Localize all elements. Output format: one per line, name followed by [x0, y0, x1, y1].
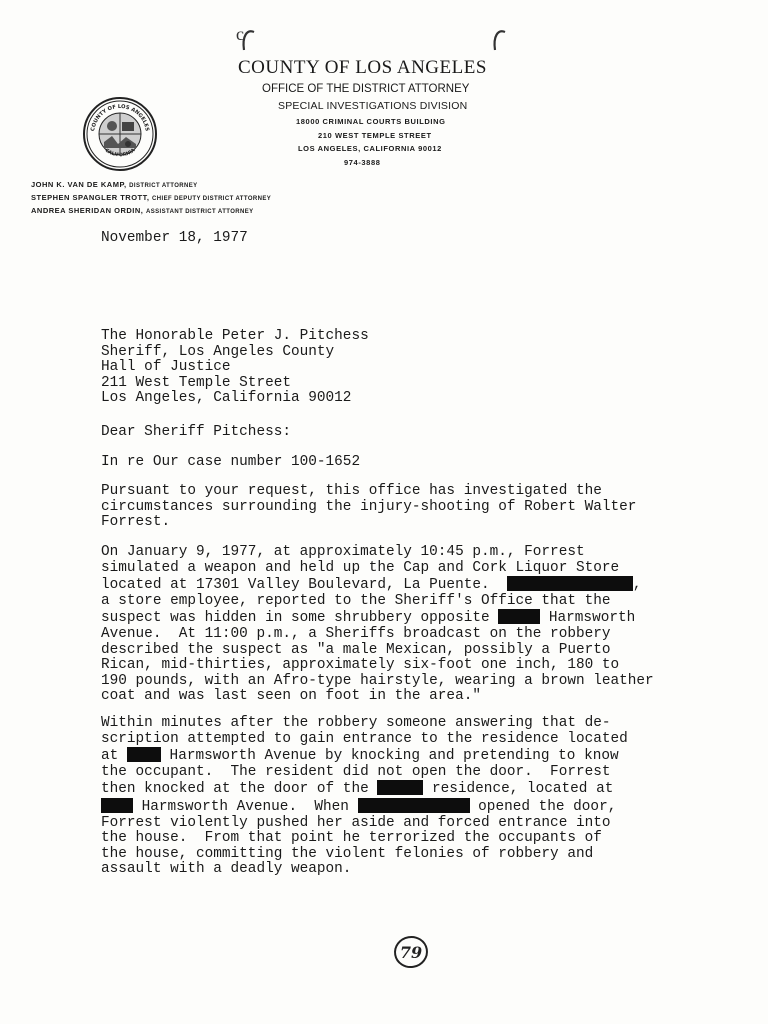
- text-segment: opened the door,: [469, 798, 617, 815]
- left-corner-mark-icon: [238, 26, 258, 54]
- text-line: circumstances surrounding the injury-shooting of Robert Walter: [101, 498, 637, 515]
- letter-date: November 18, 1977: [101, 230, 248, 246]
- address-line-2: 210 WEST TEMPLE STREET: [318, 131, 432, 140]
- text-segment: Harmsworth Avenue by knocking and pretending to know: [160, 748, 619, 765]
- staff-name: STEPHEN SPANGLER TROTT,: [31, 193, 150, 202]
- paragraph-1: [101, 484, 636, 531]
- county-heading: COUNTY OF LOS ANGELES: [238, 57, 487, 78]
- text-line: the occupant. The resident did not open the door. Forrest: [101, 763, 611, 780]
- right-corner-mark-icon: [489, 26, 509, 54]
- text-line: coat and was last seen on foot in the area.": [101, 688, 481, 705]
- division-heading: SPECIAL INVESTIGATIONS DIVISION: [278, 100, 468, 112]
- redaction-block: [377, 780, 423, 795]
- text-segment: ,: [632, 577, 642, 594]
- text-line: scription attempted to gain entrance to the residence located: [101, 730, 628, 747]
- text-segment: Harmsworth Avenue. When: [133, 798, 358, 815]
- text-segment: Harmsworth: [540, 610, 636, 627]
- staff-line-chief-deputy: [31, 193, 271, 202]
- redaction-block: [127, 747, 161, 762]
- addressee-line: Sheriff, Los Angeles County: [101, 343, 335, 360]
- page-number: 79: [399, 943, 423, 962]
- redaction-block: [358, 798, 470, 813]
- text-segment: at: [101, 748, 127, 765]
- text-segment: suspect was hidden in some shrubbery opposite: [101, 610, 499, 627]
- text-line: Within minutes after the robbery someone answering that de-: [101, 715, 611, 731]
- county-seal-icon: [82, 96, 158, 172]
- salutation: Dear Sheriff Pitchess:: [101, 424, 291, 440]
- addressee-line: Hall of Justice: [101, 359, 231, 376]
- addressee-line: 211 West Temple Street: [101, 374, 291, 391]
- page-number-stamp: [392, 933, 430, 971]
- text-line: the house. From that point he terrorized the occupants of: [101, 830, 602, 847]
- text-line: Forrest violently pushed her aside and forced entrance into: [101, 814, 611, 831]
- staff-name: ANDREA SHERIDAN ORDIN,: [31, 206, 144, 215]
- text-line: [101, 747, 628, 765]
- address-line-1: 18000 CRIMINAL COURTS BUILDING: [296, 117, 446, 126]
- text-line: On January 9, 1977, at approximately 10:45 p.m., Forrest: [101, 544, 585, 560]
- addressee-line: Los Angeles, California 90012: [101, 390, 352, 407]
- seal-bottom-text: CALIFORNIA: [103, 148, 137, 159]
- staff-title: ASSISTANT DISTRICT ATTORNEY: [146, 209, 254, 215]
- address-line-3: LOS ANGELES, CALIFORNIA 90012: [298, 144, 442, 153]
- text-line: Avenue. At 11:00 p.m., a Sheriffs broadcast on the robbery: [101, 625, 611, 642]
- addressee-block: [101, 329, 369, 407]
- staff-title: CHIEF DEPUTY DISTRICT ATTORNEY: [152, 196, 272, 202]
- redaction-block: [507, 576, 633, 591]
- text-line: simulated a weapon and held up the Cap and Cork Liquor Store: [101, 559, 620, 576]
- paragraph-3: [101, 716, 628, 878]
- paragraph-2: [101, 545, 654, 705]
- text-line: 190 pounds, with an Afro-type hairstyle, wearing a brown leather: [101, 672, 654, 689]
- text-line: assault with a deadly weapon.: [101, 861, 352, 878]
- text-line: a store employee, reported to the Sheriff's Office that the: [101, 592, 611, 609]
- seal-top-text: COUNTY OF LOS ANGELES: [90, 103, 150, 132]
- text-line: Rican, mid-thirties, approximately six-foot one inch, 180 to: [101, 657, 620, 674]
- redaction-block: [101, 798, 133, 813]
- phone-number: 974-3888: [344, 158, 381, 167]
- text-line: [101, 576, 654, 594]
- staff-name: JOHN K. VAN DE KAMP,: [31, 180, 127, 189]
- text-line: Forrest.: [101, 514, 171, 531]
- office-heading: OFFICE OF THE DISTRICT ATTORNEY: [262, 83, 470, 95]
- text-line: [101, 798, 628, 816]
- text-segment: located at 17301 Valley Boulevard, La Puente.: [101, 577, 507, 594]
- text-line: Pursuant to your request, this office has investigated the: [101, 483, 602, 499]
- text-segment: residence, located at: [423, 781, 614, 798]
- text-segment: then knocked at the door of the: [101, 781, 378, 798]
- reference-line: In re Our case number 100-1652: [101, 454, 361, 470]
- text-line: [101, 780, 628, 798]
- addressee-line: The Honorable Peter J. Pitchess: [101, 328, 369, 344]
- redaction-block: [498, 609, 540, 624]
- text-line: the house, committing the violent felonies of robbery and: [101, 845, 594, 862]
- staff-title: DISTRICT ATTORNEY: [129, 183, 198, 189]
- text-line: [101, 609, 654, 627]
- staff-line-assistant: [31, 206, 254, 215]
- staff-line-district-attorney: [31, 180, 198, 189]
- text-line: described the suspect as "a male Mexican, possibly a Puerto: [101, 641, 611, 658]
